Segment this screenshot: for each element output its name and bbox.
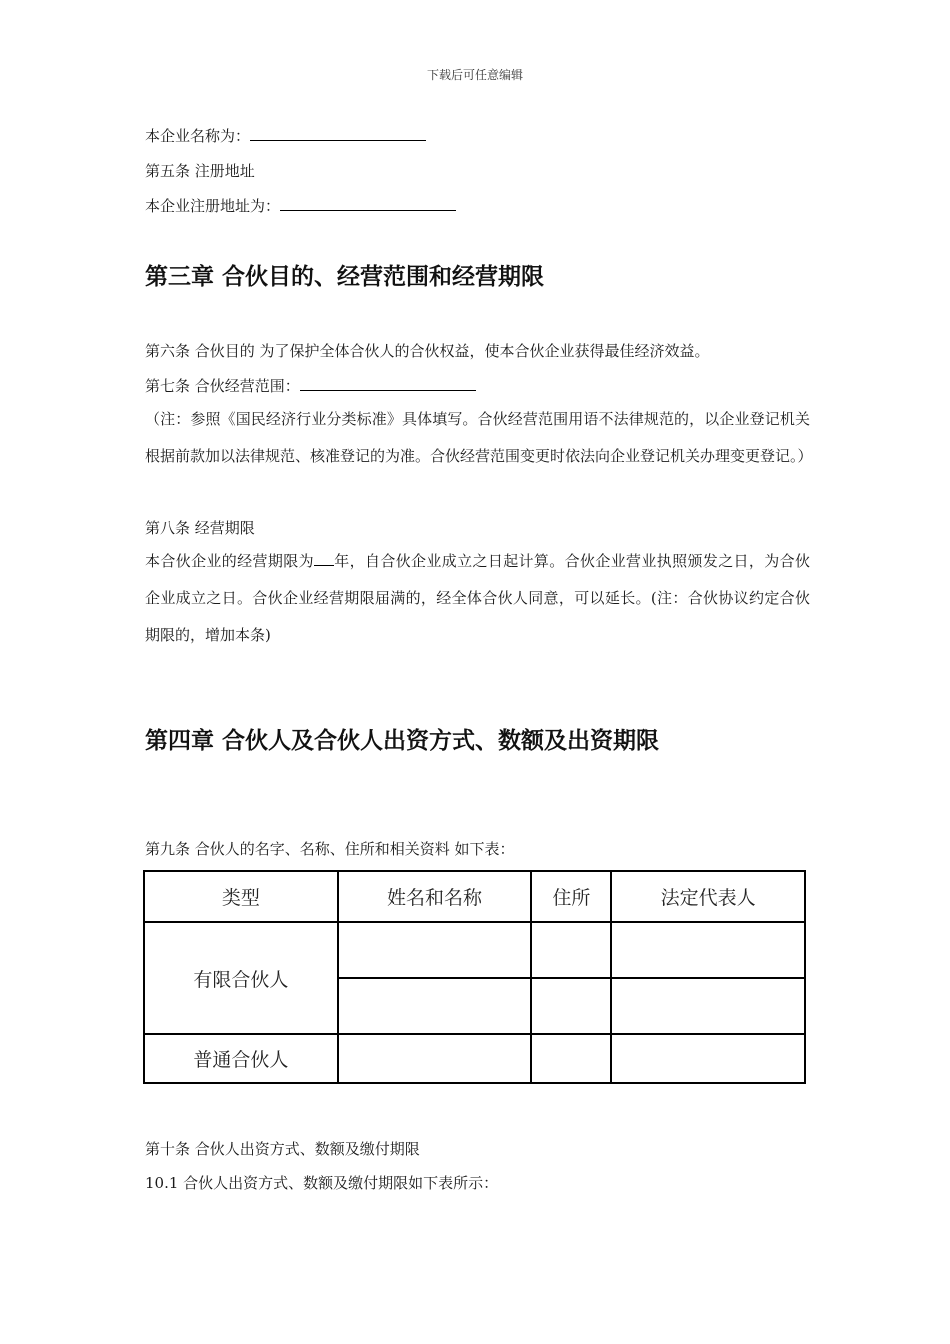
term-years-blank[interactable] bbox=[314, 551, 334, 566]
general-partner-label: 普通合伙人 bbox=[144, 1034, 338, 1083]
header-legal-rep: 法定代表人 bbox=[611, 871, 805, 922]
table-cell[interactable] bbox=[531, 978, 611, 1034]
company-name-label: 本企业名称为： bbox=[145, 127, 251, 145]
article-4-line bbox=[145, 126, 426, 146]
table-cell[interactable] bbox=[611, 922, 805, 978]
table-cell[interactable] bbox=[531, 1034, 611, 1083]
header-address: 住所 bbox=[531, 871, 611, 922]
business-scope-label: 第七条 合伙经营范围： bbox=[145, 377, 300, 395]
article-5-title: 第五条 注册地址 bbox=[145, 162, 255, 180]
header-note: 下载后可任意编辑 bbox=[426, 68, 523, 82]
table-cell[interactable] bbox=[611, 1034, 805, 1083]
table-cell[interactable] bbox=[531, 922, 611, 978]
article-7-line bbox=[145, 376, 476, 396]
limited-partner-label: 有限合伙人 bbox=[144, 922, 338, 1034]
partner-table bbox=[143, 870, 806, 1084]
table-row bbox=[144, 922, 805, 978]
business-scope-blank[interactable] bbox=[300, 376, 476, 391]
article-7-note: （注：参照《国民经济行业分类标准》具体填写。合伙经营范围用语不法律规范的，以企业登记机关根据前款加以法律规范、核准登记的为准。合伙经营范围变更时依法向企业登记机关办理变更登记。） bbox=[145, 410, 813, 465]
address-blank[interactable] bbox=[280, 196, 456, 211]
table-header-row bbox=[144, 871, 805, 922]
address-label: 本企业注册地址为： bbox=[145, 197, 281, 215]
term-text-before: 本合伙企业的经营期限为 bbox=[145, 552, 314, 570]
header-name: 姓名和名称 bbox=[338, 871, 532, 922]
article-5-line bbox=[145, 196, 456, 216]
company-name-blank[interactable] bbox=[250, 126, 426, 141]
table-cell[interactable] bbox=[338, 978, 532, 1034]
chapter-4-heading: 第四章 合伙人及合伙人出资方式、数额及出资期限 bbox=[145, 728, 660, 754]
chapter-3-heading: 第三章 合伙目的、经营范围和经营期限 bbox=[145, 264, 545, 290]
table-row bbox=[144, 1034, 805, 1083]
article-6-text: 第六条 合伙目的 为了保护全体合伙人的合伙权益，使本合伙企业获得最佳经济效益。 bbox=[145, 342, 710, 360]
term-text-after: 年，自合伙企业成立之日起计算。合伙企业营业执照颁发之日，为合伙企业成立之日。合伙企业经营期限届满的，经全体合伙人同意，可以延长。(注：合伙协议约定合伙期限的，增加本条) bbox=[145, 552, 810, 644]
table-cell[interactable] bbox=[611, 978, 805, 1034]
article-9-text: 第九条 合伙人的名字、名称、住所和相关资料 如下表： bbox=[145, 840, 515, 858]
table-cell[interactable] bbox=[338, 1034, 532, 1083]
article-8-text bbox=[145, 543, 810, 654]
article-10-1-text: 10.1 合伙人出资方式、数额及缴付期限如下表所示： bbox=[145, 1174, 499, 1192]
article-10-title: 第十条 合伙人出资方式、数额及缴付期限 bbox=[145, 1140, 420, 1158]
header-type: 类型 bbox=[144, 871, 338, 922]
table-cell[interactable] bbox=[338, 922, 532, 978]
article-8-title: 第八条 经营期限 bbox=[145, 519, 255, 537]
